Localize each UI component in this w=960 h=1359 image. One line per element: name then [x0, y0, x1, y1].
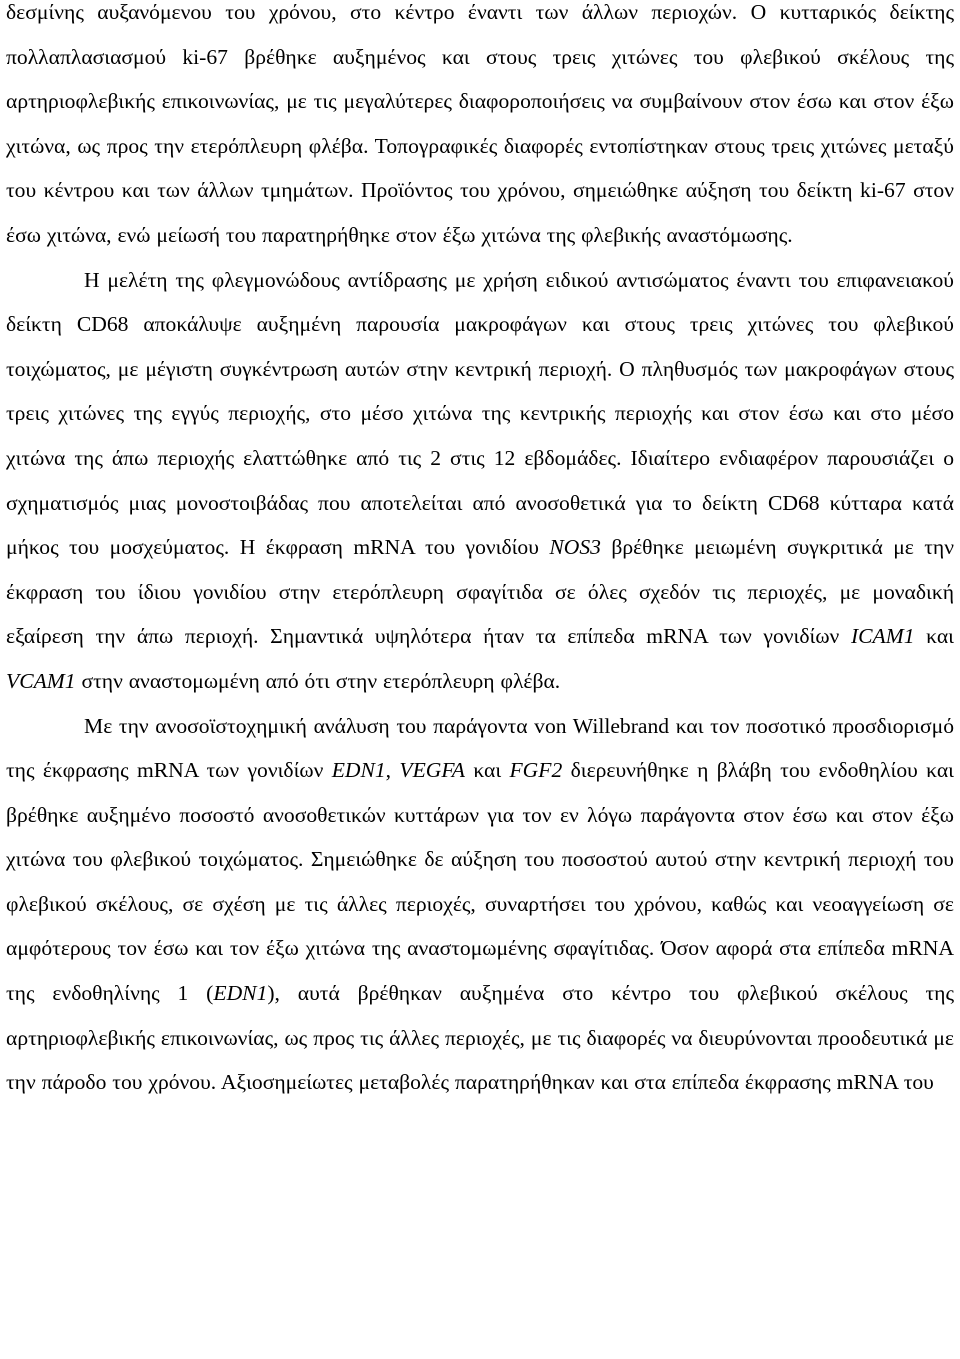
- text-run: και: [914, 624, 954, 649]
- gene-name: VEGFA: [399, 758, 465, 783]
- text-run: Με την ανοσοϊστοχημική ανάλυση του παράγοντα von Willebrand και τον ποσοτικό προσδιορισμό της έκφρασης mRNA των γονιδίων: [6, 713, 954, 783]
- paragraph-ki67-results: [6, 0, 954, 258]
- gene-name: VCAM1: [6, 668, 76, 693]
- text-run: ), αυτά βρέθηκαν αυξημένα στο κέντρο του φλεβικού σκέλους της αρτηριοφλεβικής επικοινωνίας, ως προς τις άλλες περιοχές, με τις διαφορές να διευρύνονται προοδευτικά με την πάροδο του χρόνου. Αξιοσημείωτες μεταβολές παρατηρήθηκαν και στα επίπεδα έκφρασης mRNA του: [6, 981, 954, 1095]
- paragraph-cd68-inflammation: [6, 258, 954, 704]
- gene-name: NOS3: [549, 535, 601, 560]
- gene-name: EDN1: [331, 758, 386, 783]
- text-run: στην αναστομωμένη από ότι στην ετερόπλευρη φλέβα.: [75, 668, 561, 693]
- text-run: βρέθηκε μειωμένη συγκριτικά με την έκφραση του ίδιου γονιδίου στην ετερόπλευρη σφαγίτιδα σε όλες σχεδόν τις περιοχές, με μοναδική εξαίρεση την άπω περιοχή. Σημαντικά υψηλότερα ήταν τα επίπεδα mRNA των γονιδίων: [6, 535, 954, 649]
- paragraph-endothelial-damage: [6, 704, 954, 1105]
- document-page: [6, 0, 954, 1105]
- text-run: διερευνήθηκε η βλάβη του ενδοθηλίου και βρέθηκε αυξημένο ποσοστό ανοσοθετικών κυττάρων για τον εν λόγω παράγοντα στον έσω και στον έξω χιτώνα του φλεβικού τοιχώματος. Σημειώθηκε δε αύξηση του ποσοστού αυτού στην κεντρική περιοχή του φλεβικού σκέλους, σε σχέση με τις άλλες περιοχές, συναρτήσει του χρόνου, καθώς και νεοαγγείωση σε αμφότερους τον έσω και τον έξω χιτώνα της αναστομωμένης σφαγίτιδας. Όσον αφορά στα επίπεδα mRNA της ενδοθηλίνης 1 (: [6, 758, 954, 1006]
- text-run: ,: [385, 758, 400, 783]
- gene-name: ICAM1: [850, 624, 915, 649]
- text-run: δεσμίνης αυξανόμενου του χρόνου, στο κέντρο έναντι των άλλων περιοχών. Ο κυτταρικός δείκτης πολλαπλασιασμού ki-67 βρέθηκε αυξημένος και στους τρεις χιτώνες του φλεβικού σκέλους της αρτηριοφλεβικής επικοινωνίας, με τις μεγαλύτερες διαφοροποιήσεις να συμβαίνουν στον έσω και στον έξω χιτώνα, ως προς την ετερόπλευρη φλέβα. Τοπογραφικές διαφορές εντοπίστηκαν στους τρεις χιτώνες μεταξύ του κέντρου και των άλλων τμημάτων. Προϊόντος του χρόνου, σημειώθηκε αύξηση του δείκτη ki-67 στον έσω χιτώνα, ενώ μείωσή του παρατηρήθηκε στον έξω χιτώνα της φλεβικής αναστόμωσης.: [6, 0, 954, 247]
- text-run: και: [464, 758, 510, 783]
- gene-name: EDN1: [213, 981, 268, 1006]
- gene-name: FGF2: [509, 758, 563, 783]
- text-run: Η μελέτη της φλεγμονώδους αντίδρασης με χρήση ειδικού αντισώματος έναντι του επιφανειακού δείκτη CD68 αποκάλυψε αυξημένη παρουσία μακροφάγων και στους τρεις χιτώνες του φλεβικού τοιχώματος, με μέγιστη συγκέντρωση αυτών στην κεντρική περιοχή. Ο πληθυσμός των μακροφάγων στους τρεις χιτώνες της εγγύς περιοχής, στο μέσο χιτώνα της κεντρικής περιοχής και στον έσω και στο μέσο χιτώνα της άπω περιοχής ελαττώθηκε από τις 2 στις 12 εβδομάδες. Ιδιαίτερο ενδιαφέρον παρουσιάζει ο σχηματισμός μιας μονοστοιβάδας που αποτελείται από ανοσοθετικά για το δείκτη CD68 κύτταρα κατά μήκος του μοσχεύματος. Η έκφραση mRNA του γονιδίου: [6, 267, 954, 560]
